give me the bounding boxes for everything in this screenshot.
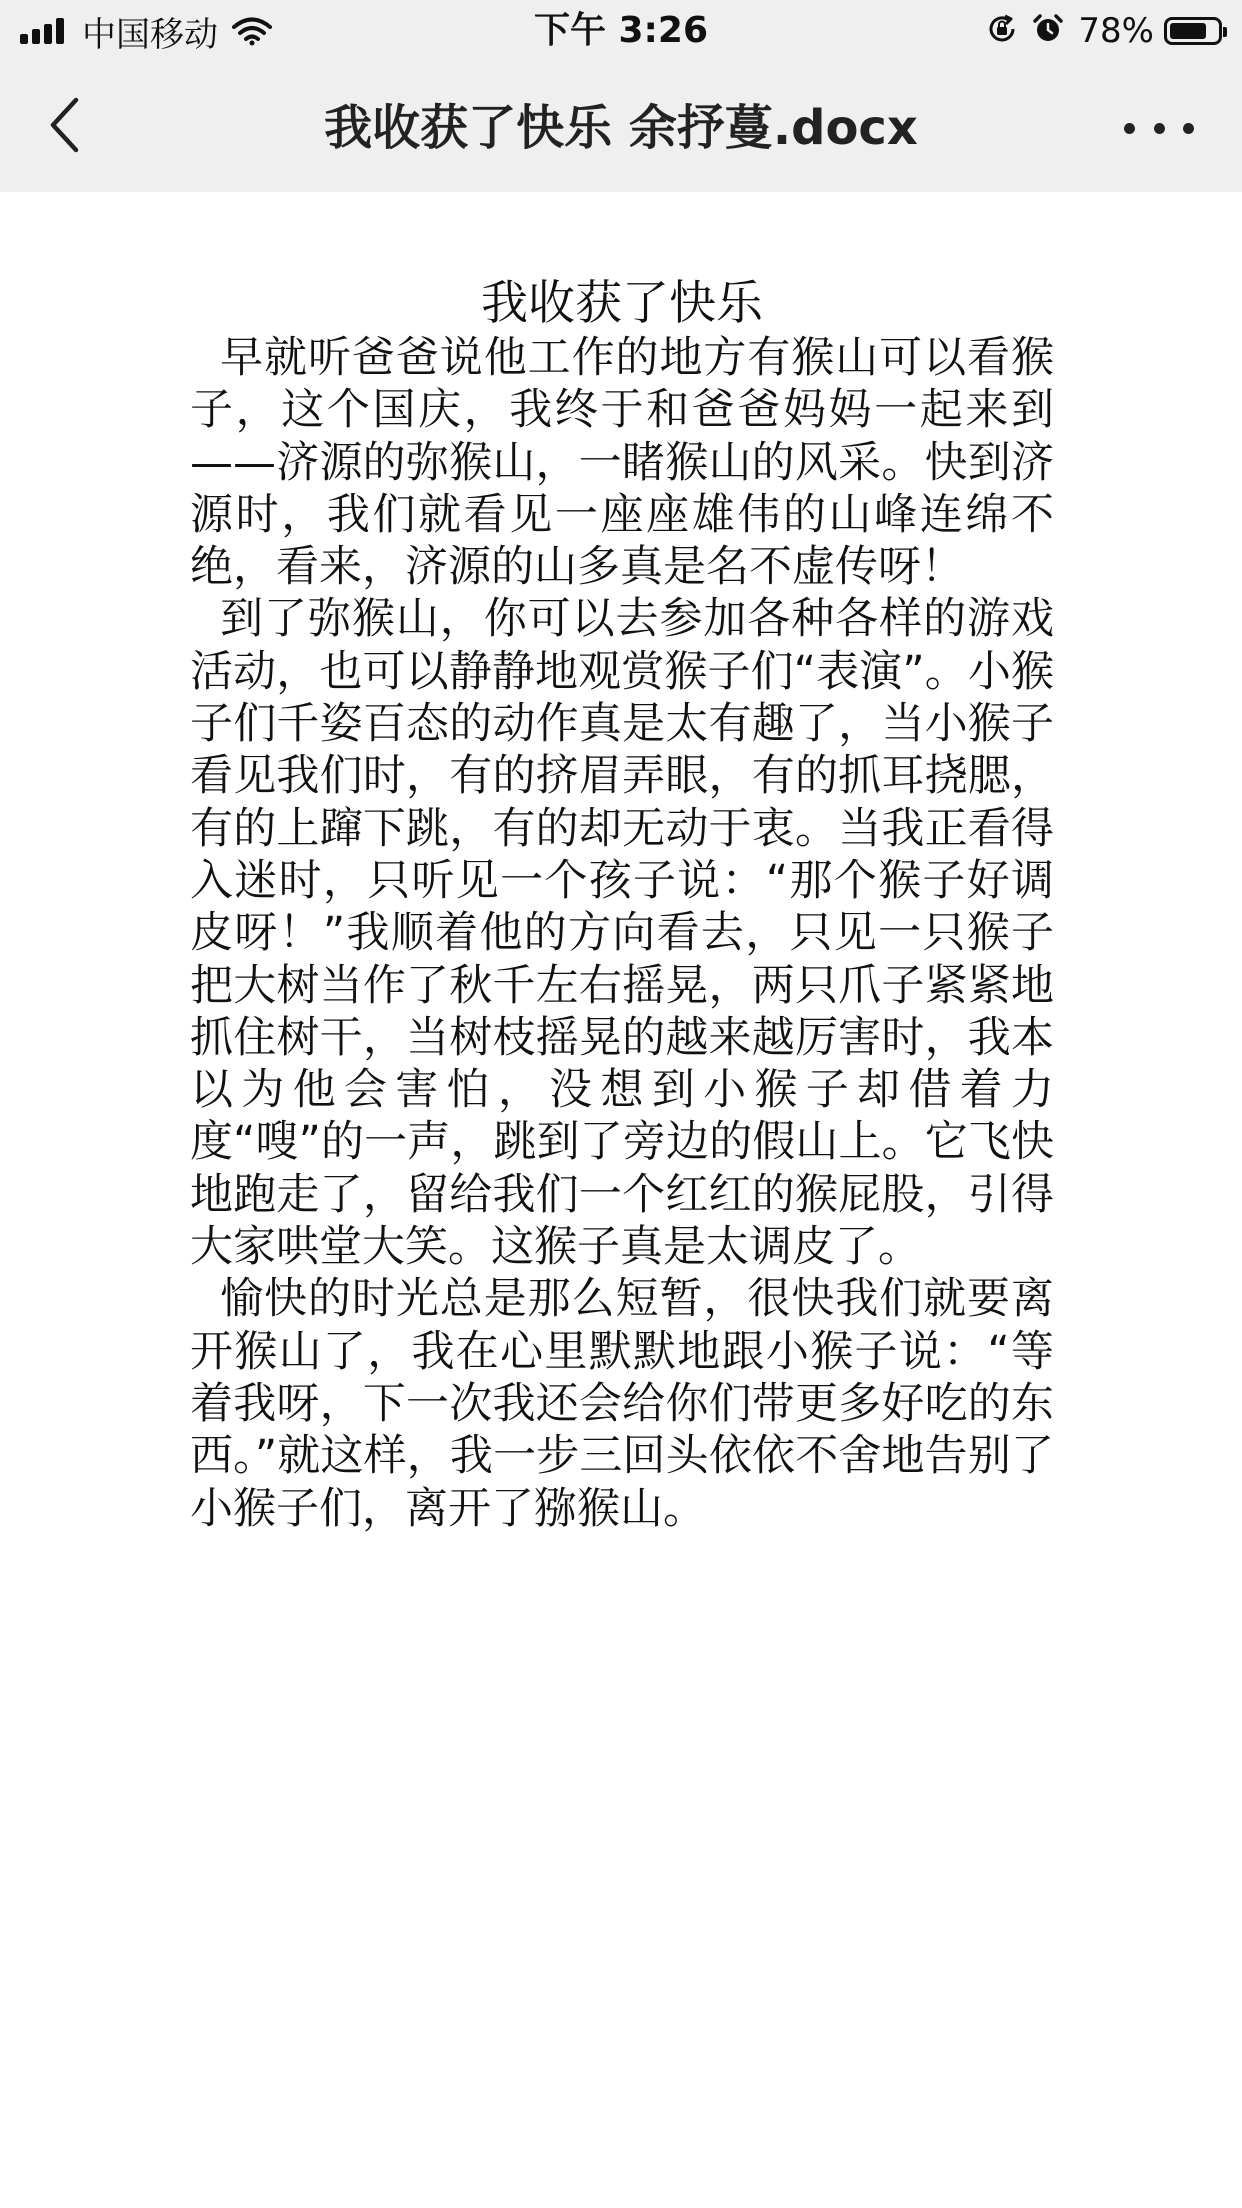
battery-icon: [1164, 17, 1222, 45]
more-dot: [1154, 123, 1165, 134]
status-right: [986, 8, 1222, 54]
battery-nub: [1223, 27, 1227, 37]
back-button[interactable]: [34, 92, 94, 162]
document-body: [190, 276, 1054, 1535]
status-time: 下午 3:26: [533, 10, 709, 51]
document-title: 我收获了快乐: [481, 276, 763, 331]
status-bar: [0, 0, 1242, 62]
carrier-name: 中国移动: [82, 14, 218, 55]
more-dot: [1183, 123, 1194, 134]
chevron-left-icon: [47, 96, 81, 158]
nav-bar: [0, 62, 1242, 192]
rotation-lock-icon: [986, 13, 1018, 49]
document-paragraph: 到了弥猴山，你可以去参加各种各样的游戏活动，也可以静静地观赏猴子们“表演”。小猴子们千姿百态的动作真是太有趣了，当小猴子看见我们时，有的挤眉弄眼，有的抓耳挠腮，有的上蹿下跳，有的却无动于衷。当我正看得入迷时，只听见一个孩子说：“那个猴子好调皮呀！”我顺着他的方向看去，只见一只猴子把大树当作了秋千左右摇晃，两只爪子紧紧地抓住树干，当树枝摇晃的越来越厉害时，我本以为他会害怕，没想到小猴子却借着力度“嗖”的一声，跳到了旁边的假山上。它飞快地跑走了，留给我们一个红红的猴屁股，引得大家哄堂大笑。这猴子真是太调皮了。: [190, 594, 1054, 1273]
more-button[interactable]: [1124, 108, 1194, 148]
alarm-icon: [1032, 13, 1064, 49]
document-paragraph: 早就听爸爸说他工作的地方有猴山可以看猴子，这个国庆，我终于和爸爸妈妈一起来到——济源的弥猴山，一睹猴山的风采。快到济源时，我们就看见一座座雄伟的山峰连绵不绝，看来，济源的山多真是名不虚传呀！: [190, 333, 1054, 593]
more-dot: [1124, 123, 1135, 134]
battery-fill: [1170, 23, 1206, 39]
page-title: 我收获了快乐 余抒蔓.docx: [324, 100, 918, 156]
battery-percent: 78%: [1078, 11, 1154, 51]
document-paragraph: 愉快的时光总是那么短暂，很快我们就要离开猴山了，我在心里默默地跟小猴子说：“等着我呀，下一次我还会给你们带更多好吃的东西。”就这样，我一步三回头依依不舍地告别了小猴子们，离开了猕猴山。: [190, 1274, 1054, 1534]
